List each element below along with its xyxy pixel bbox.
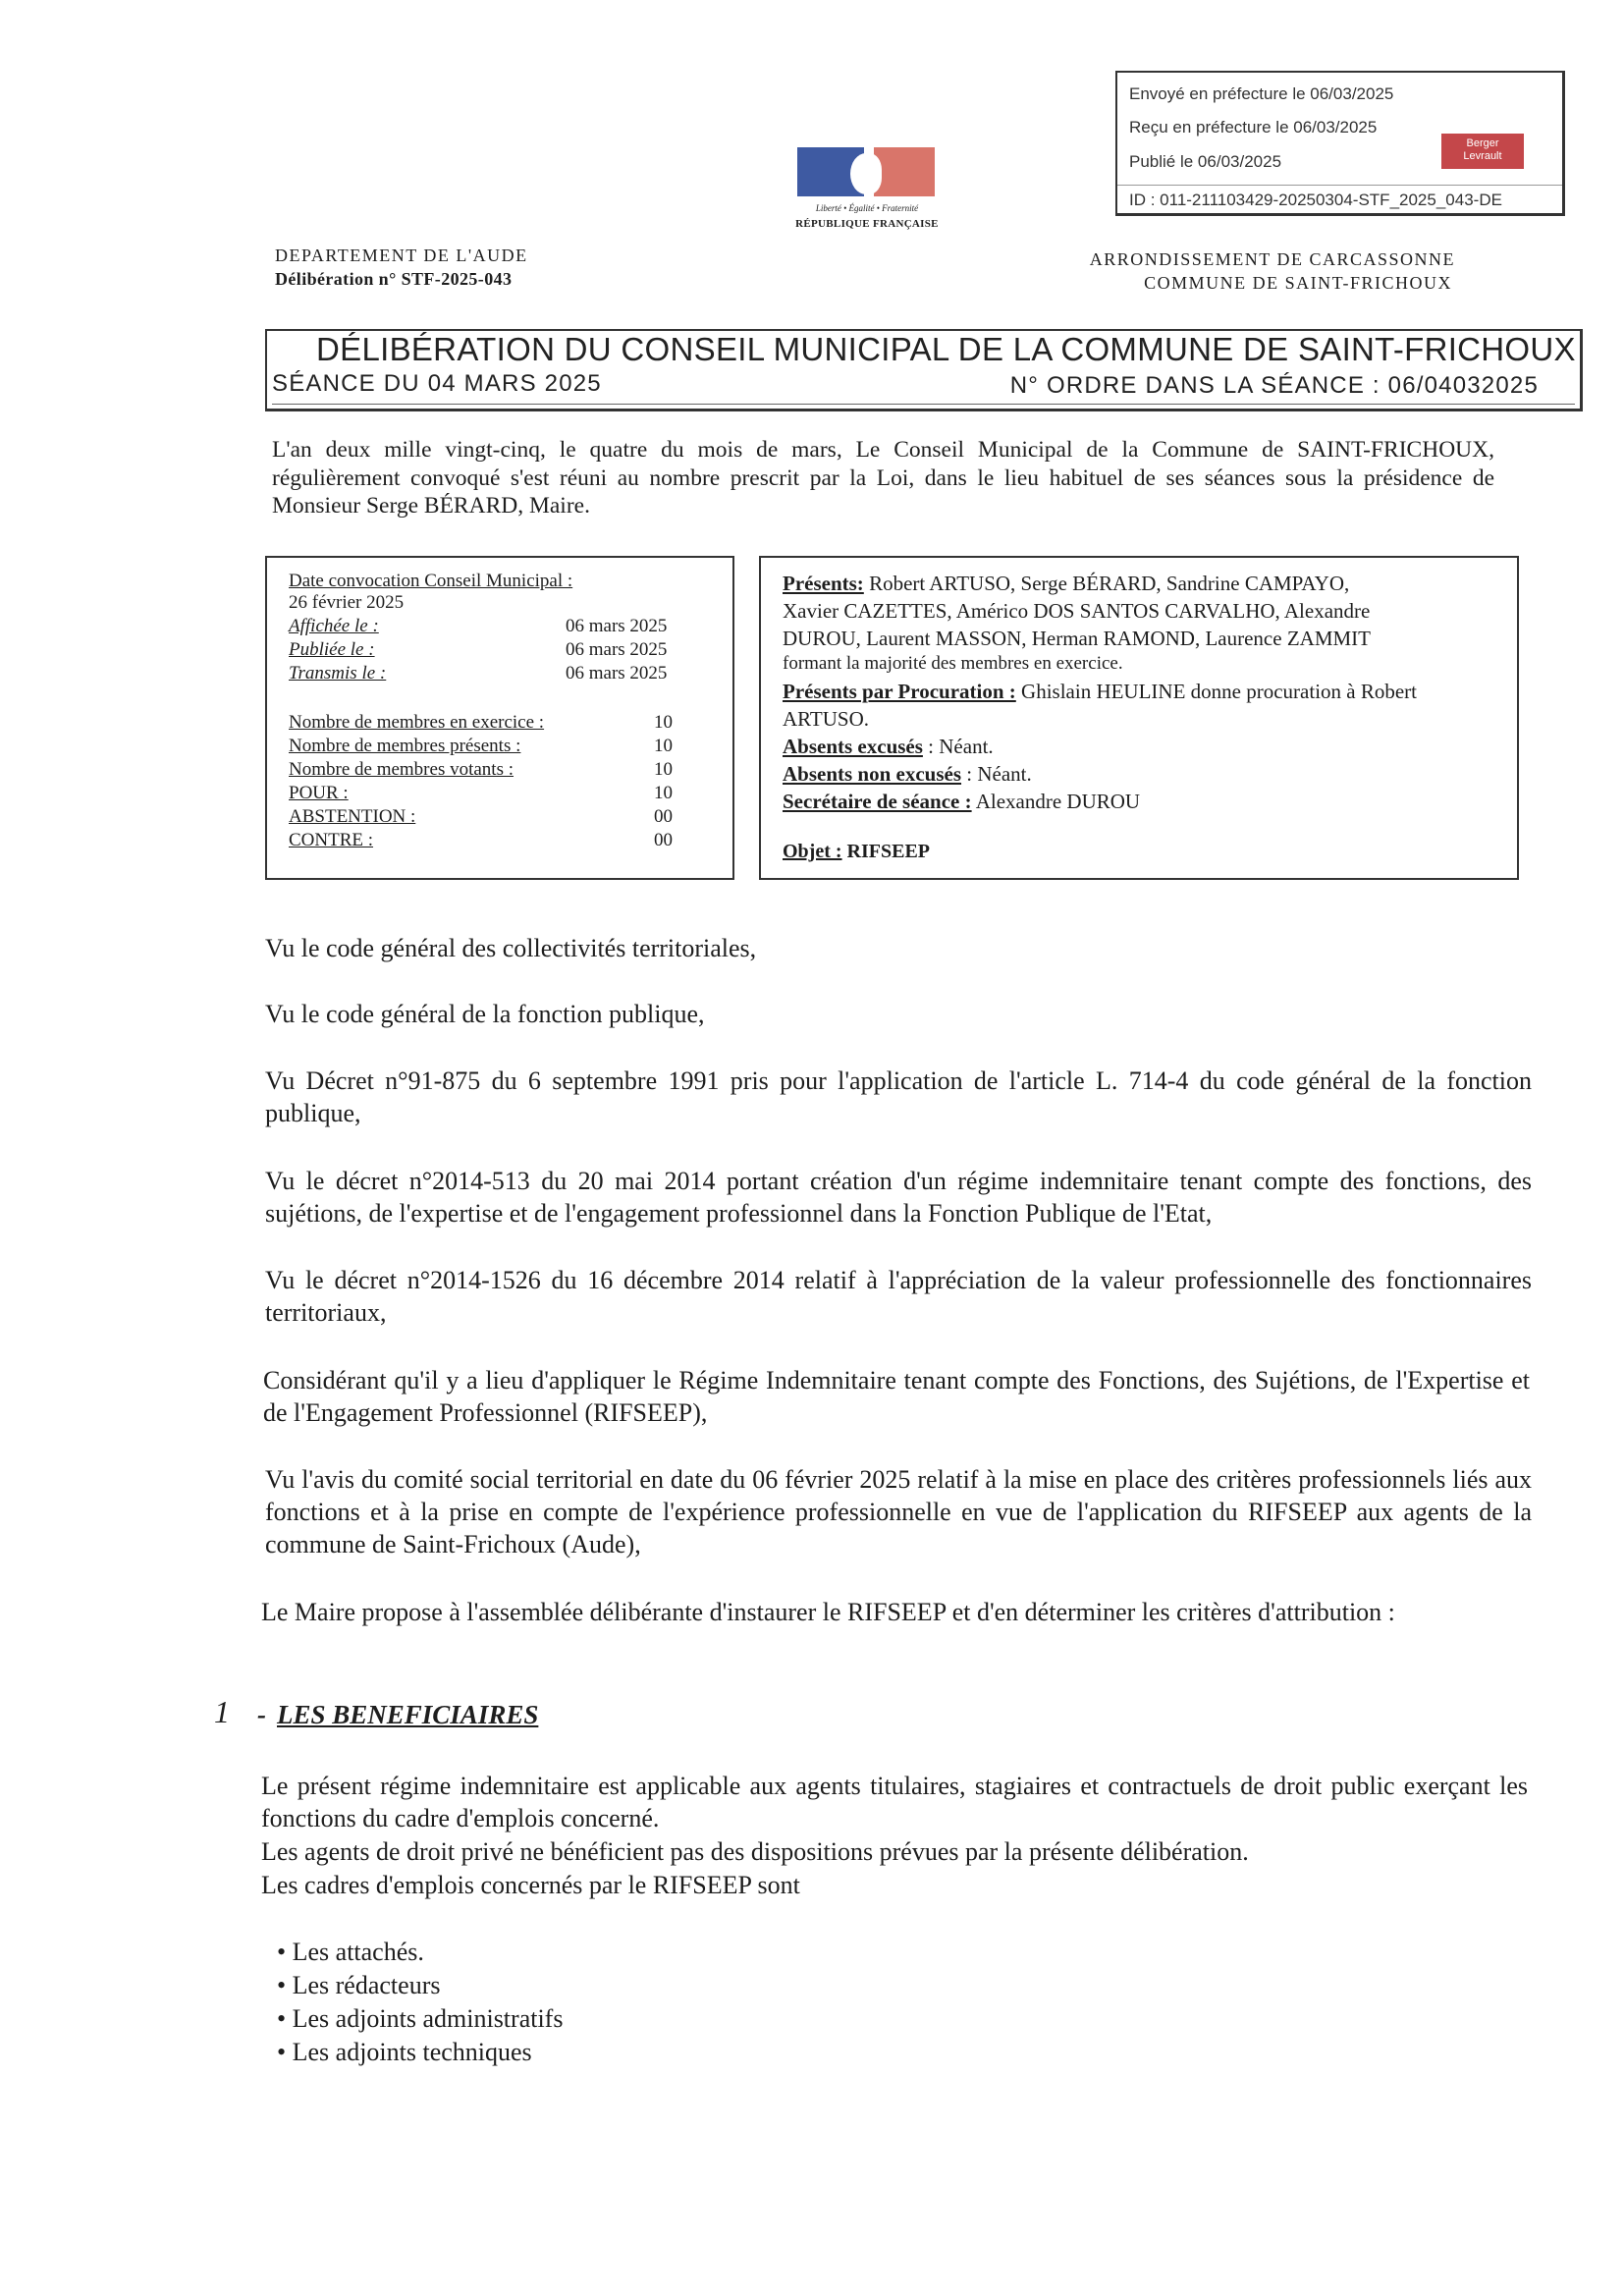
affichee-date: 06 mars 2025 <box>566 616 668 636</box>
considerant-paragraph: Considérant qu'il y a lieu d'appliquer le Régime Indemnitaire tenant compte des Fonctions, des Sujétions, de l'Expertise et de l'Engagement Professionnel (RIFSEEP), <box>263 1366 1530 1427</box>
abstention-label: ABSTENTION : <box>289 806 416 827</box>
beneficiaires-paragraph-1: Le présent régime indemnitaire est applicable aux agents titulaires, stagiaires et contractuels de droit public exerçant les fonctions du cadre d'emplois concerné. <box>261 1772 1528 1832</box>
deliberation-title: DÉLIBÉRATION DU CONSEIL MUNICIPAL DE LA COMMUNE DE SAINT-FRICHOUX <box>316 331 1576 367</box>
maire-propose-paragraph: Le Maire propose à l'assemblée délibérante d'instaurer le RIFSEEP et d'en déterminer les critères d'attribution : <box>261 1598 1395 1626</box>
contre-value: 00 <box>654 830 673 850</box>
abstention-value: 00 <box>654 806 673 827</box>
title-divider <box>272 404 1575 405</box>
presents-line-3: DUROU, Laurent MASSON, Herman RAMOND, Laurence ZAMMIT <box>783 627 1371 650</box>
intro-paragraph: L'an deux mille vingt-cinq, le quatre du mois de mars, Le Conseil Municipal de la Commune de SAINT-FRICHOUX, régulièrement convoqué s'est réuni au nombre prescrit par la Loi, dans le lieu habituel de ses séances sous la présidence de Monsieur Serge BÉRARD, Maire. <box>272 437 1494 519</box>
vu-paragraph-5: Vu le décret n°2014-1526 du 16 décembre 2014 relatif à l'appréciation de la valeur professionnelle des fonctionnaires territoriaux, <box>265 1266 1532 1327</box>
commune-label: COMMUNE DE SAINT-FRICHOUX <box>1144 273 1452 293</box>
list-item: • Les rédacteurs <box>277 1971 441 1999</box>
vu-paragraph-3: Vu Décret n°91-875 du 6 septembre 1991 pris pour l'application de l'article L. 714-4 du code général de la fonction publique, <box>265 1066 1532 1127</box>
pour-label: POUR : <box>289 783 349 803</box>
presents-line-1: Présents: Robert ARTUSO, Serge BÉRARD, Sandrine CAMPAYO, <box>783 572 1350 595</box>
stamp-recu: Reçu en préfecture le 06/03/2025 <box>1129 118 1378 137</box>
stamp-id: ID : 011-211103429-20250304-STF_2025_043-DE <box>1117 185 1562 215</box>
deliberation-title-box <box>265 329 1583 411</box>
absents-excuses: Absents excusés : Néant. <box>783 735 994 758</box>
arrondissement-label: ARRONDISSEMENT DE CARCASSONNE <box>1089 249 1455 269</box>
republique-francaise: RÉPUBLIQUE FRANÇAISE <box>795 218 939 230</box>
exercice-value: 10 <box>654 712 673 733</box>
stamp-envoye: Envoyé en préfecture le 06/03/2025 <box>1129 84 1394 103</box>
publiee-label: Publiée le : <box>289 639 375 660</box>
publiee-date: 06 mars 2025 <box>566 639 668 660</box>
list-item: • Les attachés. <box>277 1938 424 1966</box>
beneficiaires-paragraph-3: Les cadres d'emplois concernés par le RIFSEEP sont <box>261 1871 800 1899</box>
seance-date: SÉANCE DU 04 MARS 2025 <box>272 370 602 397</box>
procuration-line: Présents par Procuration : Ghislain HEULINE donne procuration à Robert <box>783 680 1418 703</box>
prefecture-stamp <box>1115 71 1565 216</box>
presents-line-2: Xavier CAZETTES, Américo DOS SANTOS CARVALHO, Alexandre <box>783 599 1371 623</box>
procuration-line-2: ARTUSO. <box>783 707 869 731</box>
vu-paragraph-4: Vu le décret n°2014-513 du 20 mai 2014 portant création d'un régime indemnitaire tenant compte des fonctions, des sujétions, de l'expertise et de l'engagement professionnel dans la Fonction Publique de l'Etat, <box>265 1167 1532 1228</box>
absents-non-excuses: Absents non excusés : Néant. <box>783 762 1032 786</box>
convocation-date: 26 février 2025 <box>289 592 405 613</box>
transmis-date: 06 mars 2025 <box>566 663 668 683</box>
presents-line-4: formant la majorité des membres en exercice. <box>783 653 1123 674</box>
vu-paragraph-1: Vu le code général des collectivités territoriales, <box>265 934 757 962</box>
objet-line: Objet : RIFSEEP <box>783 841 931 862</box>
beneficiaires-paragraph-2: Les agents de droit privé ne bénéficient pas des dispositions prévues par la présente délibération. <box>261 1837 1249 1866</box>
section-title: LES BENEFICIAIRES <box>277 1700 539 1729</box>
ordre-number: N° ORDRE DANS LA SÉANCE : 06/04032025 <box>1009 372 1539 399</box>
list-item: • Les adjoints techniques <box>277 2038 532 2066</box>
deliberation-number: Délibération n° STF-2025-043 <box>275 269 513 289</box>
votants-value: 10 <box>654 759 673 780</box>
convocation-label: Date convocation Conseil Municipal : <box>289 571 573 591</box>
section-number: 1 <box>214 1694 230 1729</box>
republic-motto: Liberté • Égalité • Fraternité <box>815 203 919 213</box>
vu-paragraph-2: Vu le code général de la fonction publique, <box>265 1000 705 1028</box>
convocation-box <box>265 556 734 880</box>
secretaire-seance: Secrétaire de séance : Alexandre DUROU <box>783 790 1141 813</box>
pour-value: 10 <box>654 783 673 803</box>
votants-label: Nombre de membres votants : <box>289 759 514 780</box>
stamp-publie: Publié le 06/03/2025 <box>1129 152 1282 171</box>
vu-paragraph-6: Vu l'avis du comité social territorial en date du 06 février 2025 relatif à la mise en place des critères professionnels liés aux fonctions et à la prise en compte de l'expérience professionnelle en vue de l'application du RIFSEEP aux agents de la commune de Saint-Frichoux (Aude), <box>265 1465 1532 1558</box>
marianne-logo <box>793 147 941 236</box>
cadres-list <box>277 1936 563 2069</box>
contre-label: CONTRE : <box>289 830 374 850</box>
transmis-label: Transmis le : <box>289 663 387 683</box>
list-item: • Les adjoints administratifs <box>277 2004 564 2033</box>
departement-label: DEPARTEMENT DE L'AUDE <box>275 246 528 265</box>
affichee-label: Affichée le : <box>289 616 379 636</box>
berger-levrault-logo: Berger Levrault <box>1441 134 1524 169</box>
attendance-box <box>759 556 1519 880</box>
presents-count-label: Nombre de membres présents : <box>289 736 521 756</box>
section-dash: - <box>257 1700 266 1729</box>
exercice-label: Nombre de membres en exercice : <box>289 712 545 733</box>
presents-count-value: 10 <box>654 736 673 756</box>
